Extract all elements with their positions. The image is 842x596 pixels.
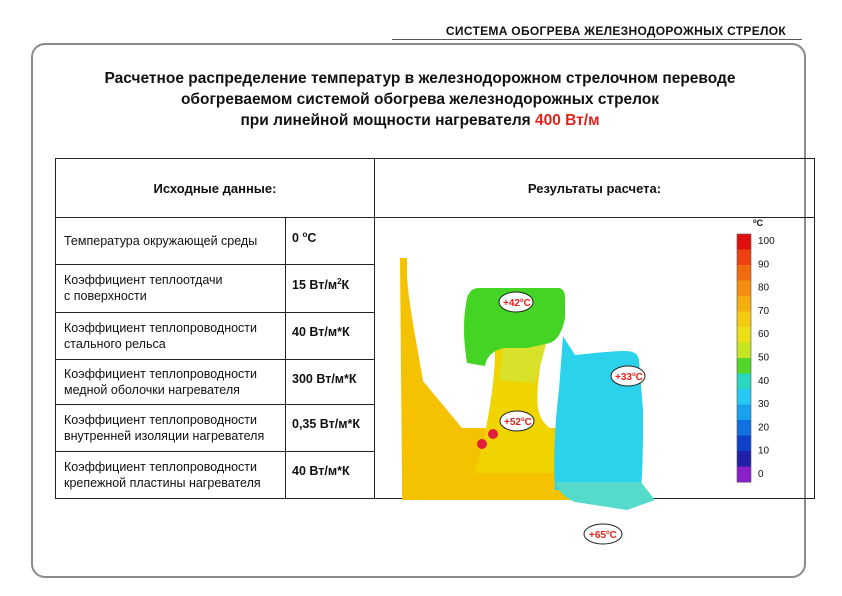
scale-tick-label: 50 xyxy=(758,352,770,364)
svg-text:+42oC: $+42^oC$ xyxy=(503,298,531,309)
scale-tick-label: 40 xyxy=(758,375,770,387)
temp-label-head xyxy=(499,292,533,312)
page-title xyxy=(40,68,800,131)
scale-color-segment xyxy=(737,343,751,359)
temp-label-flange xyxy=(611,366,645,386)
scale-color-segment xyxy=(737,250,751,266)
param-label-copper-conductivity: Коэффициент теплопроводности медной оболочки нагревателя xyxy=(56,359,286,404)
scale-tick-label: 10 xyxy=(758,445,770,457)
heater-element xyxy=(488,429,498,439)
scale-color-segment xyxy=(737,389,751,405)
temperature-scale xyxy=(737,218,775,483)
scale-tick-label: 20 xyxy=(758,422,770,434)
scale-tick-label: 30 xyxy=(758,399,770,411)
scale-color-segment xyxy=(737,405,751,421)
scale-color-segment xyxy=(737,312,751,328)
param-label-ambient-temp: Температура окружающей среды xyxy=(56,218,286,265)
svg-text:+65oC: $+65^oC$ xyxy=(589,530,617,541)
svg-text:+33oC: $+33^oC$ xyxy=(615,372,643,383)
heater-power-value: 400 Вт/м xyxy=(535,112,600,129)
scale-color-segment xyxy=(737,451,751,467)
results-header: Результаты расчета: xyxy=(375,159,815,218)
header-divider xyxy=(392,39,802,40)
param-value-heat-transfer: 15 $Вт/м^2К$ xyxy=(286,265,375,312)
scale-color-segment xyxy=(737,420,751,436)
scale-color-segment xyxy=(737,436,751,452)
cold-zone xyxy=(554,336,643,490)
title-line-3-text: при линейной мощности нагревателя xyxy=(240,112,536,129)
param-value-rail-conductivity: 40 Вт/м*К xyxy=(286,312,375,359)
param-value-ambient-temp: 0 $^o$C xyxy=(286,218,375,265)
scale-tick-label: 100 xyxy=(758,236,775,247)
scale-ticks xyxy=(758,236,775,480)
scale-color-segment xyxy=(737,358,751,374)
scale-tick-label: 0 xyxy=(758,469,764,480)
scale-color-segment xyxy=(737,327,751,343)
title-line-3 xyxy=(40,110,800,131)
data-table xyxy=(55,158,815,541)
scale-color-segment xyxy=(737,234,751,250)
scale-color-segment xyxy=(737,296,751,312)
title-line-2: обогреваемом системой обогрева железнодорожных стрелок xyxy=(180,91,660,108)
system-header-title: СИСТЕМА ОБОГРЕВА ЖЕЛЕЗНОДОРОЖНЫХ СТРЕЛОК xyxy=(445,24,786,38)
heater-element xyxy=(477,439,487,449)
temperature-distribution-diagram xyxy=(375,218,814,541)
param-label-plate-conductivity: Коэффициент теплопроводности крепежной пластины нагревателя xyxy=(56,451,286,498)
temp-label-base xyxy=(584,524,622,544)
param-value-insulation-conductivity: 0,35 Вт/м*К xyxy=(286,405,375,451)
svg-text:+52oC: $+52^oC$ xyxy=(504,417,532,428)
param-label-insulation-conductivity: Коэффициент теплопроводности внутренней изоляции нагревателя xyxy=(56,405,286,451)
scale-color-segment xyxy=(737,281,751,297)
scale-color-segment xyxy=(737,374,751,390)
scale-tick-label: 80 xyxy=(758,282,770,294)
scale-tick-label: 60 xyxy=(758,329,770,341)
results-diagram-cell xyxy=(375,218,815,541)
input-data-header: Исходные данные: xyxy=(56,159,375,218)
scale-color-segment xyxy=(737,265,751,281)
temp-label-web xyxy=(500,411,534,431)
param-label-heat-transfer: Коэффициент теплоотдачи с поверхности xyxy=(56,265,286,312)
scale-bars xyxy=(737,234,751,483)
scale-color-segment xyxy=(737,467,751,483)
scale-tick-label: 70 xyxy=(758,305,770,317)
param-value-plate-conductivity: 40 Вт/м*К xyxy=(286,451,375,498)
param-label-rail-conductivity: Коэффициент теплопроводности стального рельса xyxy=(56,312,286,359)
scale-tick-label: 90 xyxy=(758,259,770,271)
scale-unit: $^o$C xyxy=(753,218,764,228)
title-line-1: Расчетное распределение температур в железнодорожном стрелочном переводе xyxy=(104,70,736,87)
param-value-copper-conductivity: 300 Вт/м*К xyxy=(286,359,375,404)
